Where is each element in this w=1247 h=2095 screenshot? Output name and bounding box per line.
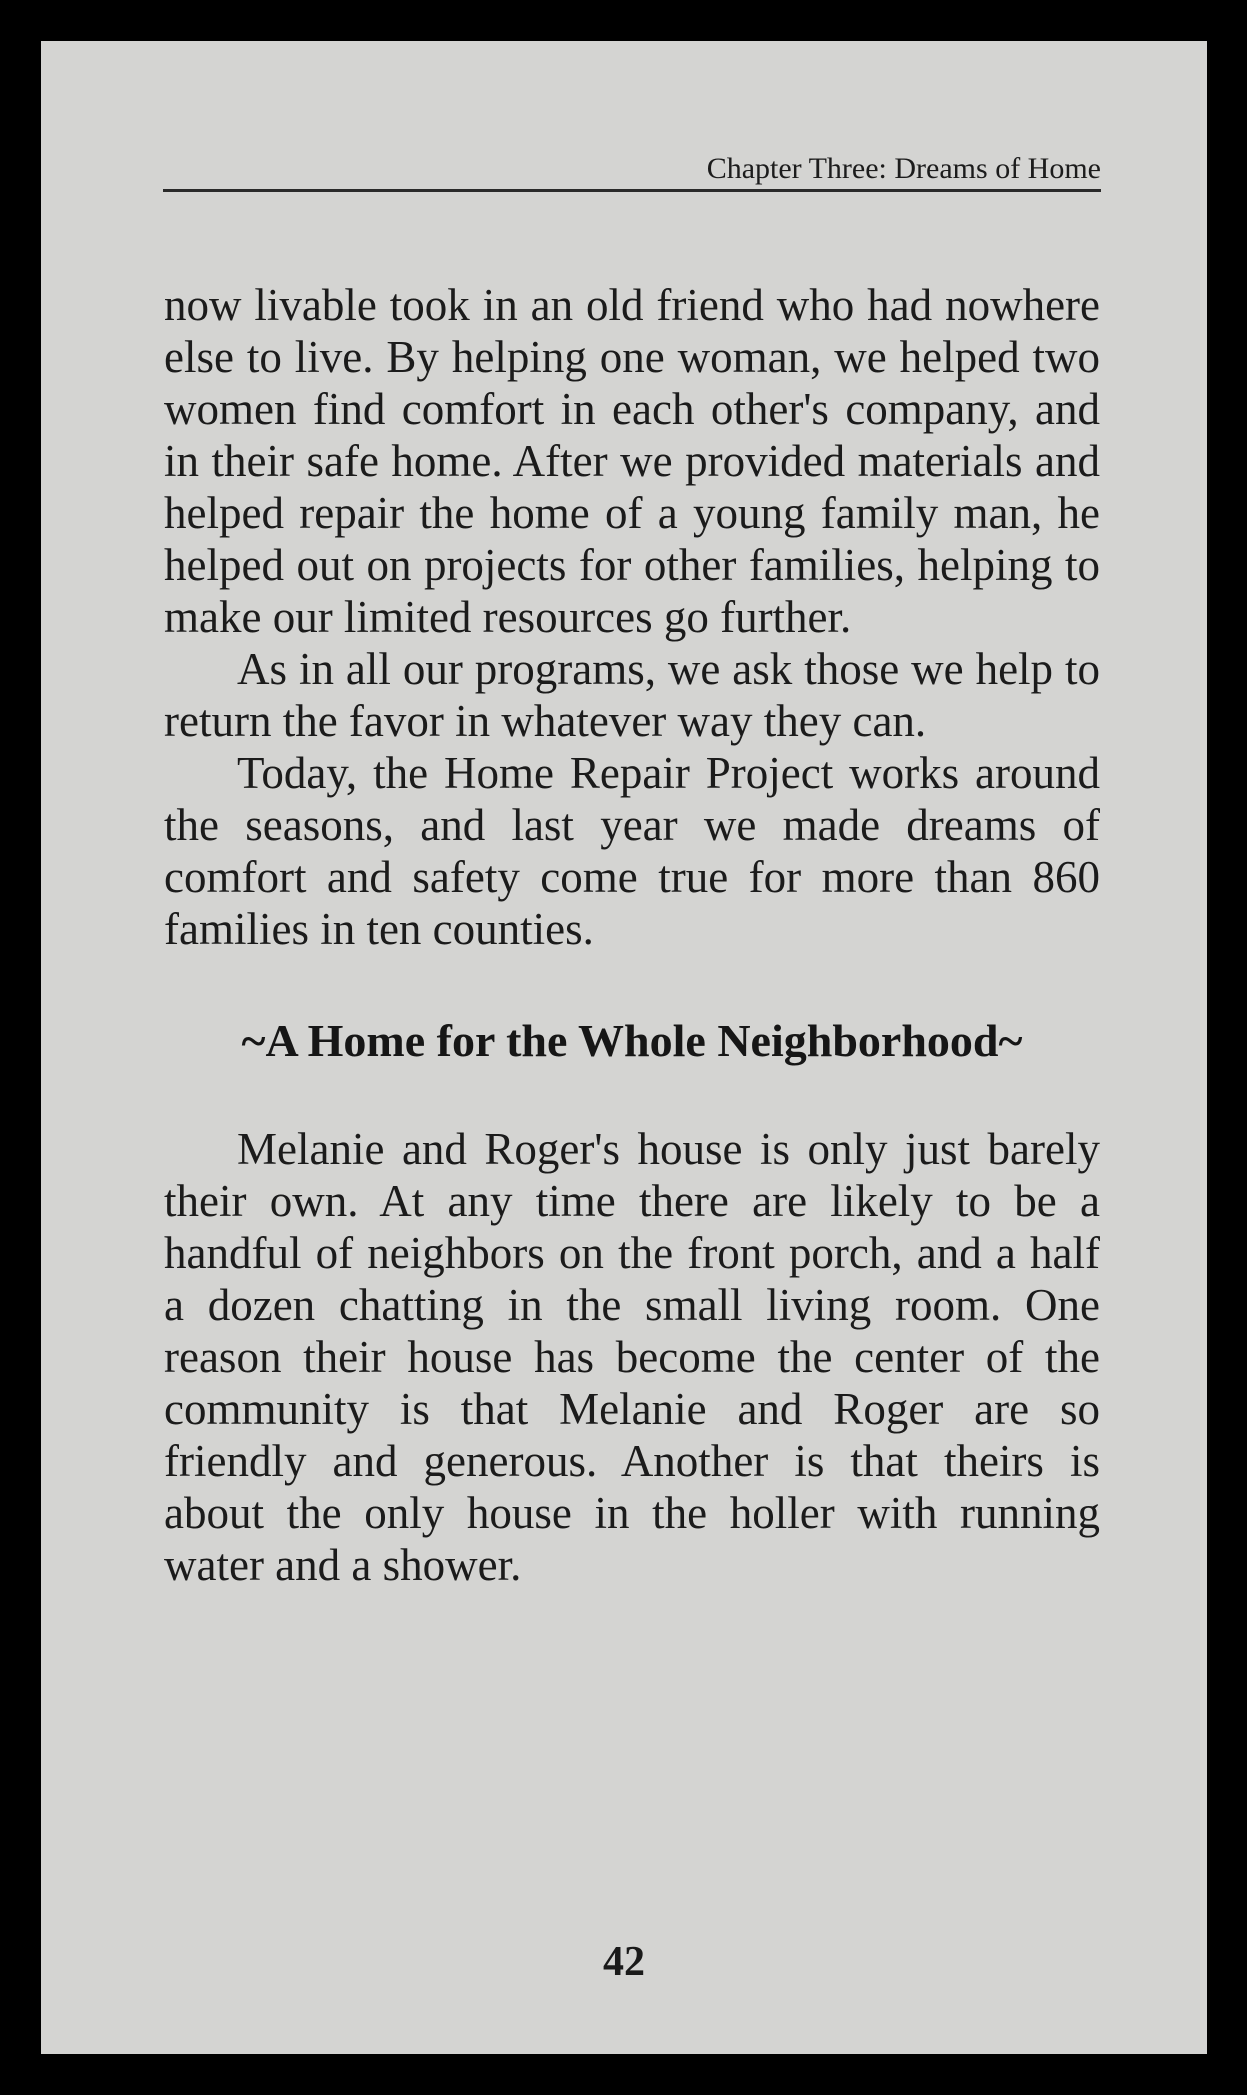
paragraph: now livable took in an old friend who had nowhere else to live. By helping one woman, we helped two women find comfort in each other's company, and in their safe home. After we provided materials and helped repair the home of a young family man, he helped out on projects for other families, helping to make our limited resources go further.	[164, 280, 1100, 642]
page-number: 42	[603, 1939, 645, 1985]
running-head: Chapter Three: Dreams of Home	[706, 152, 1101, 185]
paragraph: Today, the Home Repair Project works around the seasons, and last year we made dreams of comfort and safety come true for more than 860 families in ten counties.	[164, 748, 1100, 954]
section-heading: ~A Home for the Whole Neighborhood~	[241, 1015, 1023, 1066]
body-text	[164, 279, 1100, 1591]
paragraph: As in all our programs, we ask those we help to return the favor in whatever way they can.	[164, 644, 1100, 746]
book-page	[41, 41, 1207, 2054]
paragraph: Melanie and Roger's house is only just barely their own. At any time there are likely to be a handful of neighbors on the front porch, and a half a dozen chatting in the small living room. One reason their house has become the center of the community is that Melanie and Roger are so friendly and generous. Another is that theirs is about the only house in the holler with running water and a shower.	[164, 1124, 1100, 1590]
header-rule	[163, 189, 1101, 192]
